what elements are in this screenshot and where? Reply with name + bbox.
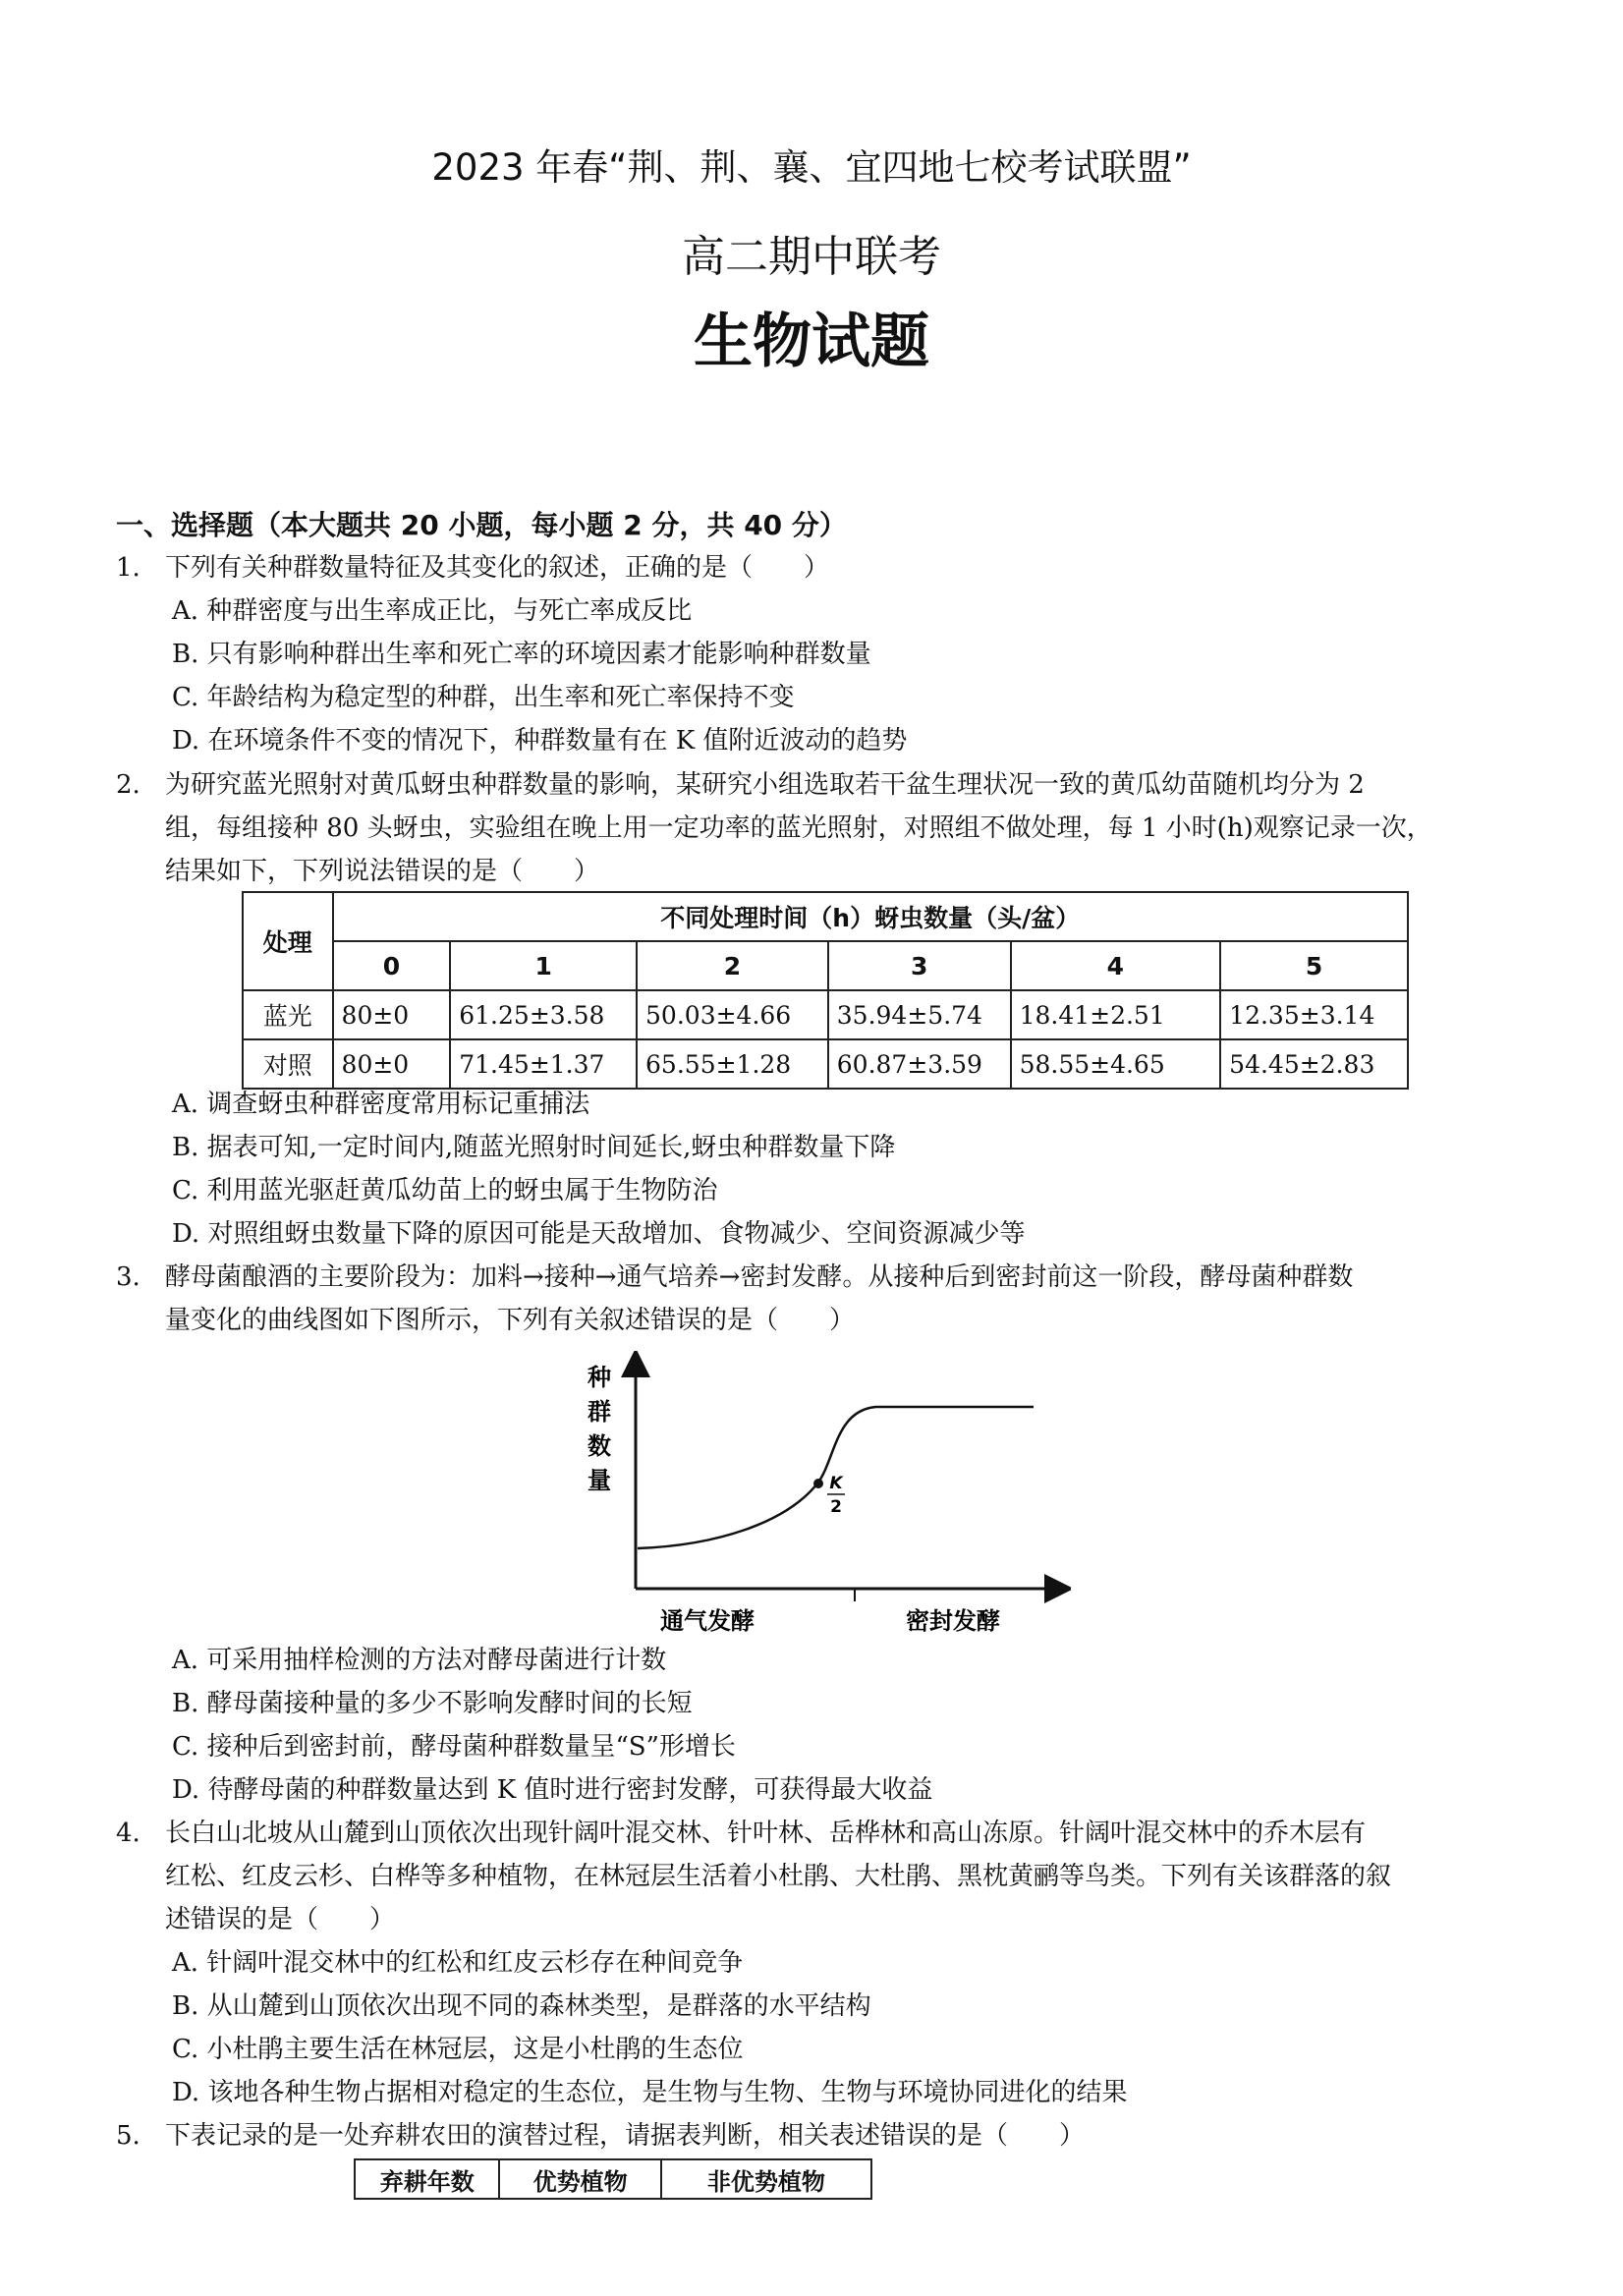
- row-label: 对照: [243, 1039, 333, 1089]
- question-stem: 下表记录的是一处弃耕农田的演替过程，请据表判断，相关表述错误的是（ ）: [165, 2121, 1086, 2151]
- option-d: D. 对照组蚜虫数量下降的原因可能是天敌增加、食物减少、空间资源减少等: [172, 1219, 1026, 1249]
- option-d: D. 在环境条件不变的情况下，种群数量有在 K 值附近波动的趋势: [172, 726, 908, 756]
- exam-subtitle: 高二期中联考: [682, 232, 941, 282]
- k-half-point: [813, 1479, 823, 1488]
- aerobic-phase-label: 通气发酵: [660, 1607, 755, 1635]
- table-column-header: 2: [637, 941, 828, 990]
- option-a: A. 针阔叶混交林中的红松和红皮云杉存在种间竞争: [172, 1948, 744, 1978]
- table-column-header: 1: [450, 941, 637, 990]
- y-axis-label-char: 数: [588, 1432, 611, 1460]
- question-number: 1.: [116, 553, 140, 583]
- table-row: [243, 990, 1408, 1039]
- option-c: C. 年龄结构为稳定型的种群，出生率和死亡率保持不变: [172, 683, 795, 712]
- table-row: [243, 1039, 1408, 1089]
- table-group-header: 不同处理时间（h）蚜虫数量（头/盆）: [333, 892, 1408, 941]
- table-cell: 61.25±3.58: [450, 990, 637, 1039]
- table-cell: 60.87±3.59: [828, 1039, 1011, 1089]
- option-b: B. 只有影响种群出生率和死亡率的环境因素才能影响种群数量: [172, 640, 871, 669]
- question-stem: 下列有关种群数量特征及其变化的叙述，正确的是（ ）: [165, 553, 830, 583]
- table-column-header: 非优势植物: [661, 2159, 871, 2199]
- question-stem-line: 述错误的是（ ）: [165, 1905, 396, 1934]
- aphid-count-table: [242, 891, 1409, 1090]
- k-label: K: [829, 1474, 843, 1493]
- option-a: A. 调查蚜虫种群密度常用标记重捕法: [172, 1090, 590, 1119]
- table-cell: 12.35±3.14: [1220, 990, 1408, 1039]
- table-cell: 54.45±2.83: [1220, 1039, 1408, 1089]
- table-cell: 18.41±2.51: [1011, 990, 1221, 1039]
- table-cell: 35.94±5.74: [828, 990, 1011, 1039]
- exam-alliance-title: 2023 年春“荆、荆、襄、宜四地七校考试联盟”: [431, 146, 1192, 189]
- table-column-header: 弃耕年数: [355, 2159, 499, 2199]
- section-heading: 一、选择题（本大题共 20 小题，每小题 2 分，共 40 分）: [116, 509, 847, 541]
- question-stem-line: 红松、红皮云杉、白桦等多种植物，在林冠层生活着小杜鹃、大杜鹃、黑枕黄鹂等鸟类。下列有关该群落的叙: [165, 1862, 1392, 1891]
- succession-table: [354, 2158, 872, 2200]
- option-b: B. 酵母菌接种量的多少不影响发酵时间的长短: [172, 1689, 693, 1718]
- option-a: A. 可采用抽样检测的方法对酵母菌进行计数: [172, 1646, 667, 1675]
- question-stem-line: 为研究蓝光照射对黄瓜蚜虫种群数量的影响，某研究小组选取若干盆生理状况一致的黄瓜幼苗随机均分为 2: [165, 770, 1365, 800]
- table-cell: 80±0: [333, 990, 451, 1039]
- question-stem-line: 组，每组接种 80 头蚜虫，实验组在晚上用一定功率的蓝光照射，对照组不做处理，每 1 小时(h)观察记录一次，: [165, 813, 1432, 843]
- y-axis-label-char: 种: [588, 1364, 611, 1391]
- option-c: C. 小杜鹃主要生活在林冠层，这是小杜鹃的生态位: [172, 2035, 744, 2064]
- option-c: C. 利用蓝光驱赶黄瓜幼苗上的蚜虫属于生物防治: [172, 1176, 718, 1205]
- yeast-growth-curve-figure: [560, 1351, 1071, 1646]
- table-column-header: 优势植物: [499, 2159, 660, 2199]
- table-corner-header: 处理: [243, 892, 333, 990]
- question-number: 4.: [116, 1819, 140, 1848]
- table-cell: 65.55±1.28: [637, 1039, 828, 1089]
- table-column-header: 4: [1011, 941, 1221, 990]
- option-d: D. 待酵母菌的种群数量达到 K 值时进行密封发酵，可获得最大收益: [172, 1775, 933, 1805]
- question-stem-line: 酵母菌酿酒的主要阶段为：加料→接种→通气培养→密封发酵。从接种后到密封前这一阶段，酵母菌种群数: [165, 1262, 1354, 1292]
- question-stem-line: 量变化的曲线图如下图所示，下列有关叙述错误的是（ ）: [165, 1306, 856, 1335]
- question-stem-line: 长白山北坡从山麓到山顶依次出现针阔叶混交林、针叶林、岳桦林和高山冻原。针阔叶混交林中的乔木层有: [165, 1819, 1367, 1848]
- option-d: D. 该地各种生物占据相对稳定的生态位，是生物与生物、生物与环境协同进化的结果: [172, 2078, 1128, 2107]
- k-denominator: 2: [830, 1497, 842, 1517]
- subject-title: 生物试题: [694, 308, 929, 376]
- table-cell: 50.03±4.66: [637, 990, 828, 1039]
- table-cell: 58.55±4.65: [1011, 1039, 1221, 1089]
- option-b: B. 据表可知,一定时间内,随蓝光照射时间延长,蚜虫种群数量下降: [172, 1133, 896, 1162]
- table-cell: 71.45±1.37: [450, 1039, 637, 1089]
- question-number: 2.: [116, 770, 140, 800]
- question-stem-line: 结果如下，下列说法错误的是（ ）: [165, 857, 600, 886]
- table-column-header: 3: [828, 941, 1011, 990]
- table-cell: 80±0: [333, 1039, 451, 1089]
- table-column-header: 5: [1220, 941, 1408, 990]
- option-a: A. 种群密度与出生率成正比，与死亡率成反比: [172, 596, 693, 626]
- question-number: 3.: [116, 1262, 140, 1292]
- option-c: C. 接种后到密封前，酵母菌种群数量呈“S”形增长: [172, 1732, 736, 1762]
- y-axis-label-char: 群: [588, 1398, 611, 1426]
- y-axis-label-char: 量: [588, 1467, 611, 1494]
- sealed-phase-label: 密封发酵: [906, 1607, 1000, 1635]
- question-number: 5.: [116, 2121, 140, 2151]
- option-b: B. 从山麓到山顶依次出现不同的森林类型，是群落的水平结构: [172, 1991, 871, 2021]
- row-label: 蓝光: [243, 990, 333, 1039]
- table-column-header: 0: [333, 941, 451, 990]
